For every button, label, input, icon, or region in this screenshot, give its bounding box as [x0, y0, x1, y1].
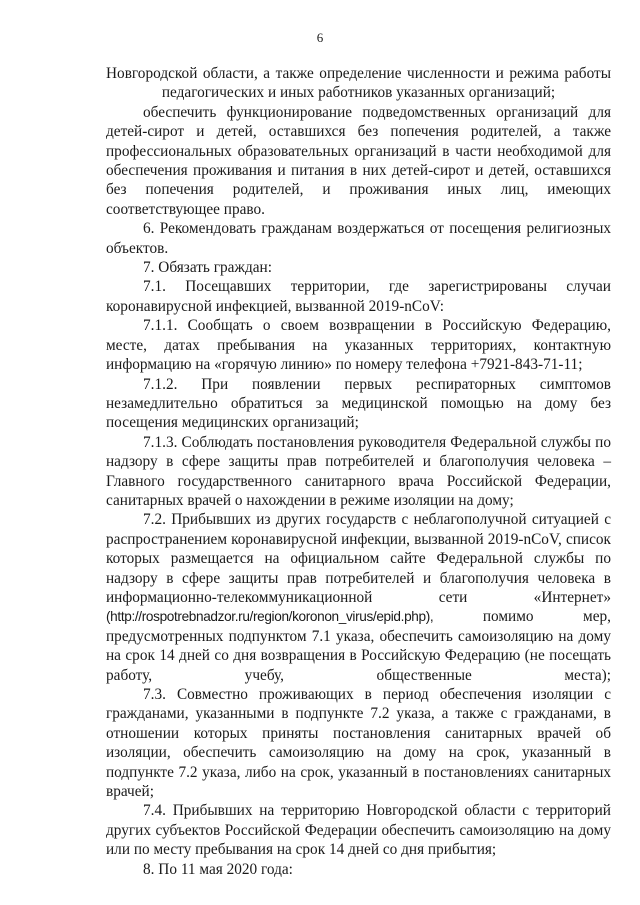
paragraph-item-7-1-3: 7.1.3. Соблюдать постановления руководителя Федеральной службы по надзору в сфере защиты прав потребителей и благополучия человека – Главного государственного санитарного врача Российской Федерации, санитарных врачей о нахождении в режиме изоляции на дому;: [106, 433, 611, 509]
paragraph-item-7-4: 7.4. Прибывших на территорию Новгородской области с территорий других субъектов Российской Федерации обеспечить самоизоляцию на дому или по месту пребывания на срок 14 дней со дня прибытия;: [106, 802, 611, 859]
paragraph-item-7-1-1: 7.1.1. Сообщать о своем возвращении в Российскую Федерацию, месте, датах пребывания на указанных территориях, контактную информацию на «горячую линию» по номеру телефона +7921-843-71-11;: [106, 317, 611, 374]
paragraph-item-7-1: 7.1. Посещавших территории, где зарегистрированы случаи коронавирусной инфекцией, вызванной 2019-nCoV:: [106, 278, 611, 315]
paragraph-item-8: 8. По 11 мая 2020 года:: [143, 860, 293, 878]
paragraph-continuation-line-1: Новгородской области, а также определение численности и режима работы: [106, 65, 611, 82]
paragraph-item-7: 7. Обязать граждан:: [143, 259, 272, 277]
rospotrebnadzor-link[interactable]: (http://rospotrebnadzor.ru/region/koronon_virus/epid.php),: [106, 609, 434, 625]
paragraph-item-6: 6. Рекомендовать гражданам воздержаться от посещения религиозных объектов.: [106, 220, 611, 257]
paragraph-continuation-line-2: педагогических и иных работников указанных организаций;: [161, 84, 556, 102]
paragraph-item-7-2-tail: помимо мер, предусмотренных подпунктом 7.1 указа, обеспечить самоизоляцию на дому на срок 14 дней со дня возвращения в Российскую Федерацию (не посещать работу, учебу, общественные места);: [106, 608, 611, 684]
paragraph-item-7-2: 7.2. Прибывших из других государств с неблагополучной ситуацией с распространением коронавирусной инфекции, вызванной 2019-nCoV, список которых размещается на официальном сайте Федеральной службы по надзору в сфере защиты прав потребителей и благополучия человека в информационно-телекоммуникационной сети «Интернет»: [106, 511, 611, 606]
paragraph-item-7-3: 7.3. Совместно проживающих в период обеспечения изоляции с гражданами, указанными в подпункте 7.2 указа, а также с гражданами, в отношении которых приняты постановления санитарных врачей об изоляции, обеспечить самоизоляцию на дому на срок, указанный в подпункте 7.2 указа, либо на срок, указанный в постановлениях санитарных врачей;: [106, 686, 611, 801]
page-number: 6: [316, 30, 324, 45]
paragraph-item-7-1-2: 7.1.2. При появлении первых респираторных симптомов незамедлительно обратиться за медицинской помощью на дому без посещения медицинских организаций;: [106, 375, 611, 432]
paragraph-item-7-2-continued: [106, 607, 611, 685]
paragraph-orphan-support: обеспечить функционирование подведомственных организаций для детей-сирот и детей, оставшихся без попечения родителей, а также профессиональных образовательных организаций в части необходимой для обеспечения проживания и питания в них детей-сирот и детей, оставшихся без попечения родителей, и проживания иных лиц, имеющих соответствующее право.: [106, 103, 611, 218]
document-body: [106, 64, 611, 879]
